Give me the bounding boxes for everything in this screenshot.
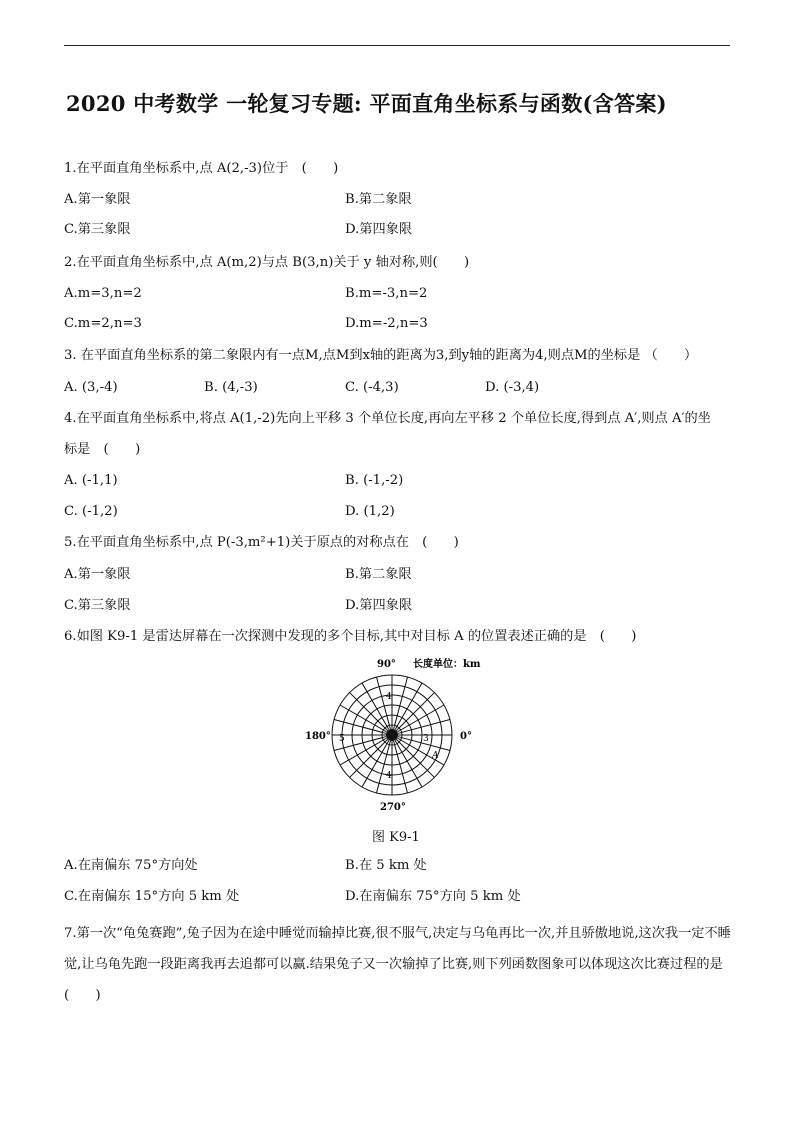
label-180: 180° <box>305 731 331 742</box>
question-4-stem-line-1: 4.在平面直角坐标系中,将点 A(1,-2)先向上平移 3 个单位长度,再向左平移 2 个单位长度,得到点 A′,则点 A′的坐 <box>64 411 711 426</box>
radar-spoke <box>395 683 422 730</box>
question-4-stem-line-2: 标是 ( ) <box>64 442 141 457</box>
question-2-option-a: A.m=3,n=2 <box>64 286 142 301</box>
question-2-option-d: D.m=-2,n=3 <box>345 316 428 331</box>
question-6-option-b: B.在 5 km 处 <box>345 858 427 873</box>
radar-spoke <box>340 738 387 765</box>
question-6-option-c: C.在南偏东 15°方向 5 km 处 <box>64 889 240 904</box>
question-4-option-d: D. (1,2) <box>345 504 395 519</box>
question-4-option-b: B. (-1,-2) <box>345 473 404 488</box>
question-1-stem: 1.在平面直角坐标系中,点 A(2,-3)位于 ( ) <box>64 161 339 176</box>
ring-label-top: 4 <box>386 692 392 702</box>
ring-label-bottom: 4 <box>386 771 392 781</box>
ring-label-left: 5 <box>339 734 345 744</box>
figure-caption: 图 K9-1 <box>372 830 420 845</box>
radar-spoke <box>362 683 389 730</box>
radar-center <box>386 729 398 741</box>
label-270: 270° <box>380 802 406 813</box>
question-3-option-d: D. (-3,4) <box>485 380 540 395</box>
radar-spoke <box>395 740 422 787</box>
page-title: 2020 中考数学 一轮复习专题: 平面直角坐标系与函数(含答案) <box>66 91 667 116</box>
question-1-option-d: D.第四象限 <box>345 222 413 237</box>
question-1-option-b: B.第二象限 <box>345 192 412 207</box>
question-3-option-b: B. (4,-3) <box>204 380 258 395</box>
ring-label-right: 3 <box>423 734 429 744</box>
question-5-option-c: C.第三象限 <box>64 598 131 613</box>
question-6-stem: 6.如图 K9-1 是雷达屏幕在一次探测中发现的多个目标,其中对目标 A 的位置表述正确的是 ( ) <box>64 629 637 644</box>
question-1-option-c: C.第三象限 <box>64 222 131 237</box>
question-5-option-a: A.第一象限 <box>64 567 131 582</box>
radar-spoke <box>397 705 444 732</box>
question-4-option-c: C. (-1,2) <box>64 504 118 519</box>
label-0: 0° <box>460 731 472 742</box>
unit-label: 长度单位：km <box>413 659 481 670</box>
question-2-option-b: B.m=-3,n=2 <box>345 286 428 301</box>
question-1-option-a: A.第一象限 <box>64 192 131 207</box>
question-2-option-c: C.m=2,n=3 <box>64 316 142 331</box>
radar-figure <box>300 655 485 815</box>
header-rule <box>64 45 730 46</box>
radar-spoke <box>340 705 387 732</box>
question-4-option-a: A. (-1,1) <box>64 473 118 488</box>
target-a-label: A <box>432 751 439 761</box>
question-6-option-a: A.在南偏东 75°方向处 <box>64 858 198 873</box>
question-2-stem: 2.在平面直角坐标系中,点 A(m,2)与点 B(3,n)关于 y 轴对称,则( ) <box>64 255 470 270</box>
question-5-option-b: B.第二象限 <box>345 567 412 582</box>
question-5-option-d: D.第四象限 <box>345 598 413 613</box>
question-3-option-a: A. (3,-4) <box>64 380 118 395</box>
label-90: 90° <box>377 659 396 670</box>
question-6-option-d: D.在南偏东 75°方向 5 km 处 <box>345 889 521 904</box>
question-3-stem: 3. 在平面直角坐标系的第二象限内有一点M,点M到x轴的距离为3,到y轴的距离为4,则点M的坐标是 （ ） <box>64 348 698 363</box>
radar-spoke <box>362 740 389 787</box>
question-7-stem: 7.第一次“龟兔赛跑”,兔子因为在途中睡觉而输掉比赛,很不服气,决定与乌龟再比一次,并且骄傲地说,这次我一定不睡觉,让乌龟先跑一段距离我再去追都可以赢.结果兔子又一次输掉了比赛,则下列函数图象可以体现这次比赛过程的是 ( ) <box>64 926 736 1003</box>
question-5-stem: 5.在平面直角坐标系中,点 P(-3,m²+1)关于原点的对称点在 ( ) <box>64 535 459 550</box>
question-3-option-c: C. (-4,3) <box>345 380 399 395</box>
